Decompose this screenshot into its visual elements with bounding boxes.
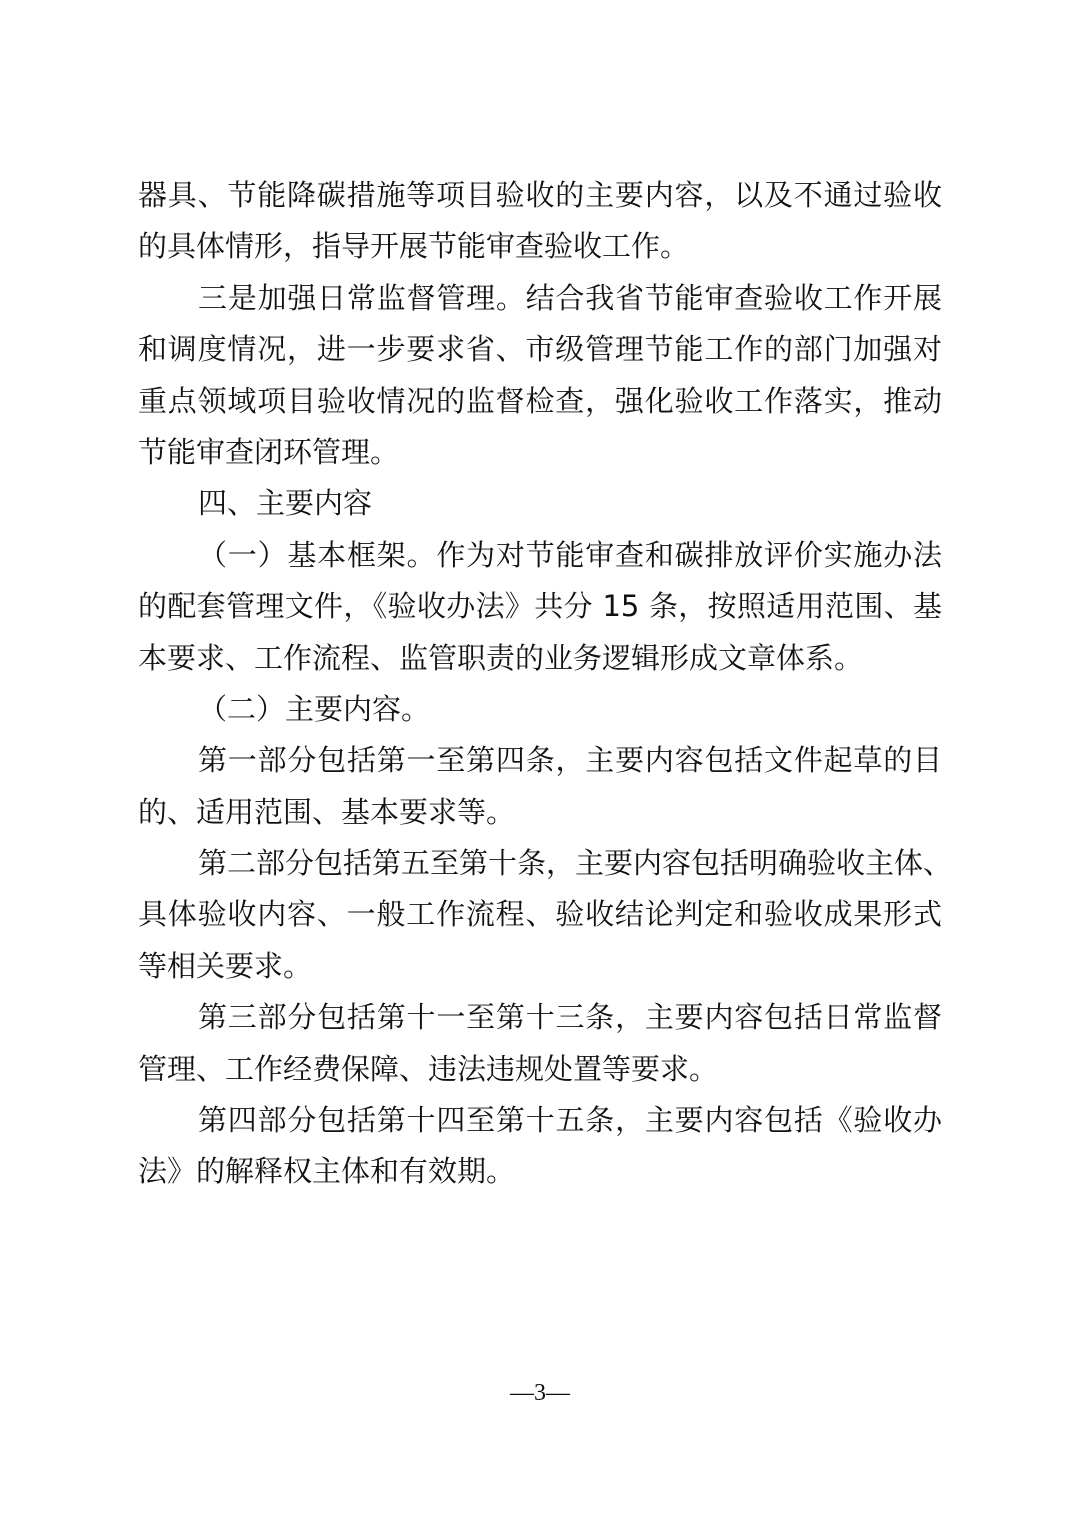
text-line: 本要求、工作流程、监管职责的业务逻辑形成文章体系。: [138, 640, 864, 675]
text-line: 法》的解释权主体和有效期。: [138, 1154, 516, 1189]
document-body: [138, 170, 953, 1198]
page-number: —3—: [510, 1380, 570, 1406]
paragraph: [138, 1095, 942, 1198]
text-line: 四、主要内容: [198, 486, 373, 521]
text-line: 的配套管理文件，《验收办法》共分 15 条，按照适用范围、基: [138, 589, 942, 624]
paragraph: [138, 838, 953, 992]
text-line: （一）基本框架。作为对节能审查和碳排放评价实施办法: [198, 537, 942, 572]
text-line: 器具、节能降碳措施等项目验收的主要内容，以及不通过验收: [138, 178, 942, 212]
paragraph: [138, 992, 942, 1095]
text-line: 等相关要求。: [138, 948, 313, 983]
text-line: 三是加强日常监督管理。结合我省节能审查验收工作开展: [198, 280, 942, 315]
paragraph: [138, 684, 942, 735]
text-line: 第四部分包括第十四至第十五条，主要内容包括《验收办: [198, 1103, 942, 1138]
text-line: 第一部分包括第一至第四条，主要内容包括文件起草的目: [198, 743, 942, 778]
text-line: 和调度情况，进一步要求省、市级管理节能工作的部门加强对: [138, 332, 942, 367]
paragraph: [138, 478, 942, 529]
text-line: 具体验收内容、一般工作流程、验收结论判定和验收成果形式: [138, 897, 942, 932]
text-line: 管理、工作经费保障、违法违规处置等要求。: [138, 1051, 719, 1086]
paragraph: [138, 735, 942, 838]
text-line: 第二部分包括第五至第十条，主要内容包括明确验收主体、: [198, 846, 953, 881]
paragraph: [138, 170, 942, 273]
text-line: 第三部分包括第十一至第十三条，主要内容包括日常监督: [198, 1000, 942, 1035]
text-line: 的、适用范围、基本要求等。: [138, 794, 516, 829]
paragraph: [138, 530, 942, 684]
paragraph: [138, 273, 942, 479]
text-line: 重点领域项目验收情况的监督检查，强化验收工作落实，推动: [138, 383, 942, 418]
text-line: 节能审查闭环管理。: [138, 434, 400, 469]
text-line: （二）主要内容。: [198, 691, 431, 726]
text-line: 的具体情形，指导开展节能审查验收工作。: [138, 229, 690, 264]
